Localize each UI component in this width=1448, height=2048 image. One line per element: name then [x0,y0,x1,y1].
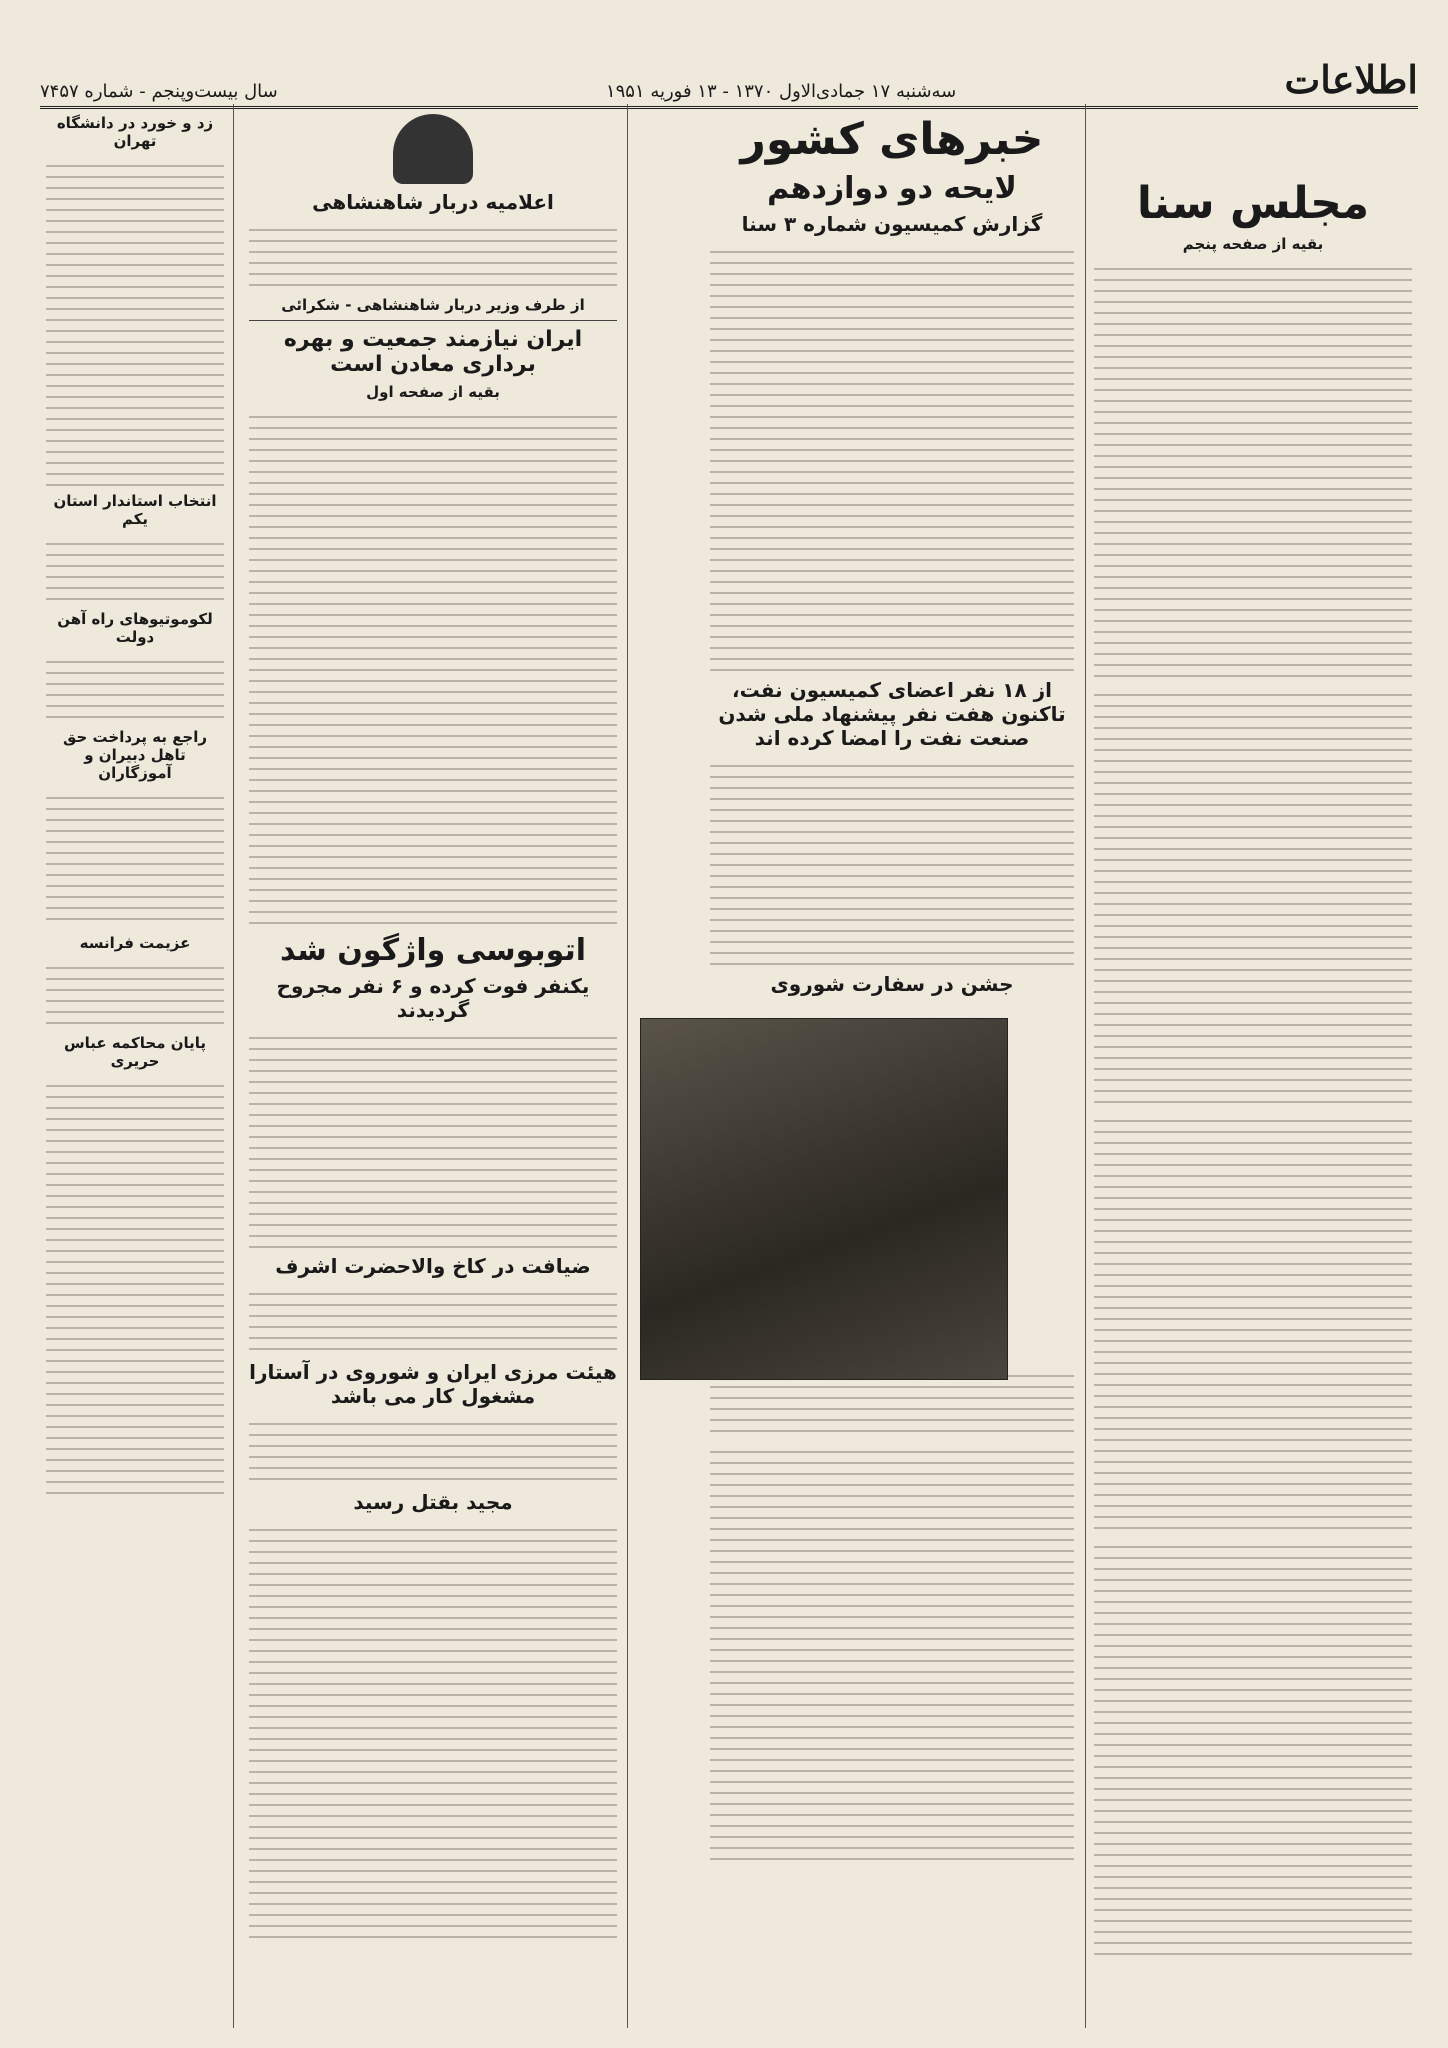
issue-line: سال بیست‌وپنجم - شماره ۷۴۵۷ [40,81,278,102]
news-item-title: لکوموتیوهای راه آهن دولت [57,610,213,646]
column-divider [627,104,628,2028]
rule [249,320,617,321]
court-announce-sub: از طرف وزیر دربار شاهنشاهی - شکرائی [281,296,585,314]
royal-emblem [393,114,473,184]
senate-title: مجلس سنا [1136,178,1370,229]
kicker: گزارش کمیسیون شماره ۳ سنا [741,212,1043,236]
text-block [710,756,1074,966]
news-item-title: انتخاب استاندار استان یکم [53,492,217,528]
senate-sub: بقیه از صفحه پنجم [1182,235,1324,253]
bus-sub: یکنفر فوت کرده و ۶ نفر مجروح گردیدند [276,974,590,1022]
text-block [249,1520,617,1940]
embassy-photo [640,1018,1008,1380]
mines-sub: بقیه از صفحه اول [366,383,500,401]
text-block [249,1284,617,1354]
text-block [46,652,224,722]
text-block [46,788,224,928]
masthead-logo: اطلاعات [1284,57,1418,102]
date-line: سه‌شنبه ۱۷ جمادی‌الاول ۱۳۷۰ - ۱۳ فوریه ۱۹۵۱ [605,81,957,102]
column-divider [233,104,234,2028]
column-right [1088,104,1418,2028]
text-block [46,1076,224,1496]
court-announce-title: اعلامیه دربار شاهنشاهی [312,190,554,214]
text-block [249,1028,617,1248]
border-title: هیئت مرزی ایران و شوروی در آستارا مشغول کار می باشد [249,1360,617,1408]
text-block [46,156,224,486]
mines-headline: ایران نیازمند جمعیت و بهره برداری معادن است [283,327,583,377]
news-item-title: راجع به پرداخت حق تاهل دبیران و آموزگاران [62,728,208,782]
text-block [1094,685,1412,1105]
photo-caption-title: جشن در سفارت شوروی [770,972,1014,996]
masthead-bar [40,56,1418,109]
text-block [1094,259,1412,679]
reception-title: ضیافت در کاخ والاحضرت اشرف [275,1254,591,1278]
country-news-headline: خبرهای کشور [740,114,1044,165]
oil-headline: از ۱۸ نفر اعضای کمیسیون نفت، تاکنون هفت نفر پیشنهاد ملی شدن صنعت نفت را امضا کرده اند [718,678,1066,750]
text-block [249,220,617,290]
news-item-title: زد و خورد در دانشگاه تهران [56,114,214,150]
text-block [249,407,617,927]
text-block [710,1442,1074,1862]
news-item-title: عزیمت فرانسه [79,934,191,952]
text-block [710,242,1074,672]
sub-headline: لایحه دو دوازدهم [767,171,1017,206]
text-block [46,958,224,1028]
bus-headline: اتوبوسی واژگون شد [279,933,587,968]
column-mid-left [243,104,623,2028]
text-block [1094,1537,1412,1957]
column-left [40,104,230,2028]
column-divider [1085,104,1086,2028]
text-block [46,534,224,604]
murder-title: مجید بقتل رسید [353,1490,513,1514]
text-block [1094,1111,1412,1531]
news-item-title: پایان محاکمه عباس حریری [63,1034,207,1070]
text-block [249,1414,617,1484]
